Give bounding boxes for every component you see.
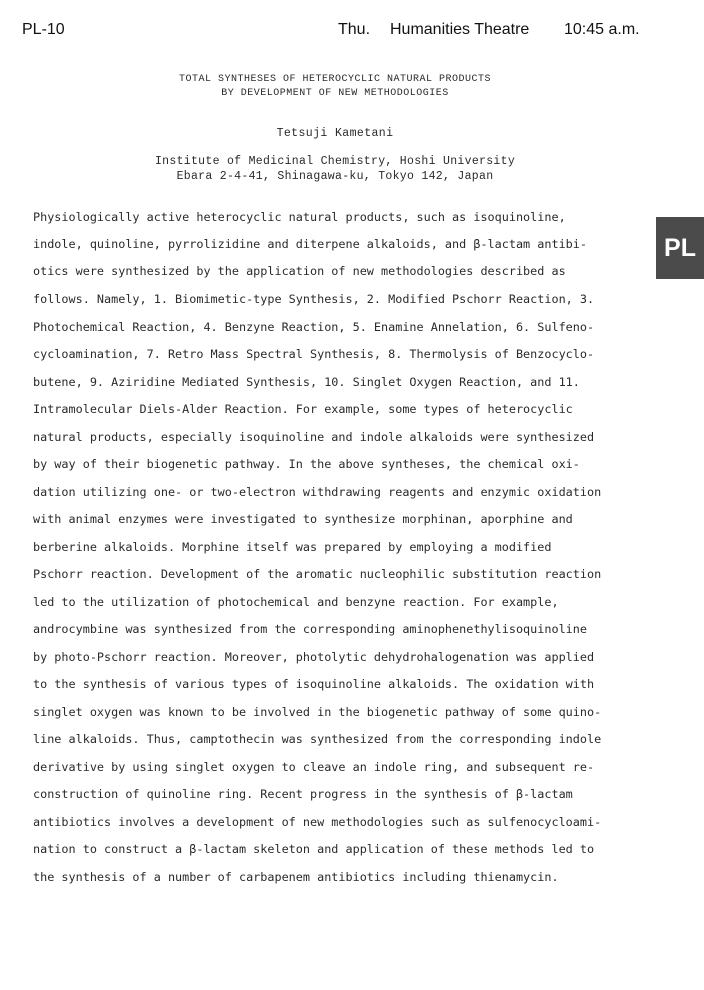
body-line: line alkaloids. Thus, camptothecin was synthesized from the corresponding indole bbox=[33, 732, 602, 746]
body-line: nation to construct a β-lactam skeleton and application of these methods led to bbox=[33, 842, 595, 856]
body-line: indole, quinoline, pyrrolizidine and diterpene alkaloids, and β-lactam antibi- bbox=[33, 237, 587, 251]
affiliation-line: Ebara 2-4-41, Shinagawa-ku, Tokyo 142, Japan bbox=[176, 170, 494, 183]
body-line: construction of quinoline ring. Recent progress in the synthesis of β-lactam bbox=[33, 787, 573, 801]
author-name: Tetsuji Kametani bbox=[276, 127, 394, 140]
session-venue: Humanities Theatre bbox=[390, 21, 530, 38]
body-line: by way of their biogenetic pathway. In the above syntheses, the chemical oxi- bbox=[33, 457, 580, 471]
body-line: natural products, especially isoquinoline and indole alkaloids were synthesized bbox=[33, 430, 595, 444]
title-line: BY DEVELOPMENT OF NEW METHODOLOGIES bbox=[221, 88, 449, 99]
body-line: androcymbine was synthesized from the corresponding aminophenethylisoquinoline bbox=[33, 622, 587, 636]
section-tab: PL bbox=[656, 217, 704, 279]
body-line: Intramolecular Diels-Alder Reaction. For example, some types of heterocyclic bbox=[33, 402, 573, 416]
affiliation-line: Institute of Medicinal Chemistry, Hoshi University bbox=[154, 155, 516, 168]
body-line: butene, 9. Aziridine Mediated Synthesis, 10. Singlet Oxygen Reaction, and 11. bbox=[33, 375, 580, 389]
body-line: berberine alkaloids. Morphine itself was prepared by employing a modified bbox=[33, 540, 552, 554]
body-line: the synthesis of a number of carbapenem antibiotics including thienamycin. bbox=[33, 870, 559, 884]
body-line: Pschorr reaction. Development of the aromatic nucleophilic substitution reaction bbox=[33, 567, 602, 581]
body-line: by photo-Pschorr reaction. Moreover, photolytic dehydrohalogenation was applied bbox=[33, 650, 595, 664]
affiliation bbox=[100, 154, 570, 184]
session-code: PL-10 bbox=[22, 21, 65, 38]
body-line: singlet oxygen was known to be involved in the biogenetic pathway of some quino- bbox=[33, 705, 602, 719]
body-line: antibiotics involves a development of new methodologies such as sulfenocycloami- bbox=[33, 815, 602, 829]
body-line: to the synthesis of various types of isoquinoline alkaloids. The oxidation with bbox=[33, 677, 595, 691]
body-line: Physiologically active heterocyclic natural products, such as isoquinoline, bbox=[33, 210, 566, 224]
body-line: cycloamination, 7. Retro Mass Spectral Synthesis, 8. Thermolysis of Benzocyclo- bbox=[33, 347, 595, 361]
body-line: with animal enzymes were investigated to synthesize morphinan, aporphine and bbox=[33, 512, 573, 526]
body-line: led to the utilization of photochemical and benzyne reaction. For example, bbox=[33, 595, 559, 609]
body-line: follows. Namely, 1. Biomimetic-type Synthesis, 2. Modified Pschorr Reaction, 3. bbox=[33, 292, 595, 306]
paper-title bbox=[100, 73, 570, 101]
session-time: 10:45 a.m. bbox=[564, 21, 640, 38]
body-line: Photochemical Reaction, 4. Benzyne Reaction, 5. Enamine Annelation, 6. Sulfeno- bbox=[33, 320, 595, 334]
body-line: derivative by using singlet oxygen to cleave an indole ring, and subsequent re- bbox=[33, 760, 595, 774]
session-day: Thu. bbox=[338, 21, 371, 38]
title-line: TOTAL SYNTHESES OF HETEROCYCLIC NATURAL PRODUCTS bbox=[178, 74, 492, 85]
body-line: otics were synthesized by the application of new methodologies described as bbox=[33, 264, 566, 278]
body-line: dation utilizing one- or two-electron withdrawing reagents and enzymic oxidation bbox=[33, 485, 602, 499]
